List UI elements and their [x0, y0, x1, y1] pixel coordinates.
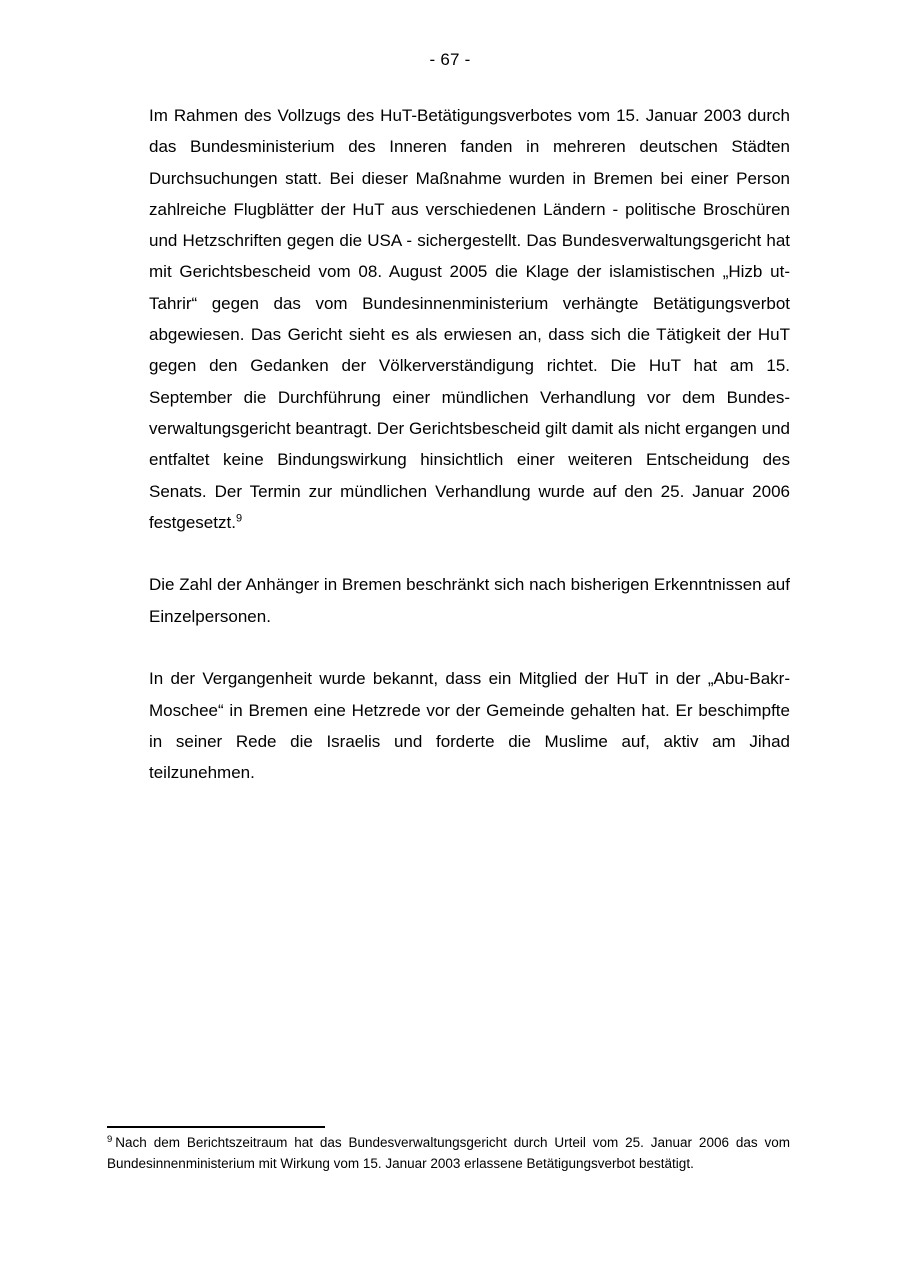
- paragraph-hut-verbot: [149, 100, 790, 538]
- footnote-text: Nach dem Berichtszeitraum hat das Bundesverwaltungsgericht durch Urteil vom 25. Januar 2006 das vom Bundesinnenministerium mit Wirkung vom 15. Januar 2003 erlassene Betätigungsverbot bestätigt.: [107, 1135, 790, 1171]
- footnote-separator-rule: [107, 1126, 325, 1128]
- page-number: - 67 -: [429, 50, 471, 69]
- footnote-9: [107, 1132, 790, 1174]
- paragraph-text: Im Rahmen des Vollzugs des HuT-Betätigungsverbotes vom 15. Januar 2003 durch das Bundesministerium des Inneren fanden in mehreren deutschen Städten Durchsuchungen statt. Bei dieser Maßnahme wurden in Bremen bei einer Person zahlreiche Flugblätter der HuT aus verschiedenen Ländern - politische Broschüren und Hetzschriften gegen die USA - sichergestellt. Das Bundesverwaltungsgericht hat mit Gerichtsbescheid vom 08. August 2005 die Klage der islamistischen „Hizb ut-Tahrir“ gegen das vom Bundesinnenministerium verhängte Betätigungsverbot abgewiesen. Das Gericht sieht es als erwiesen an, dass sich die Tätigkeit der HuT gegen den Gedanken der Völkerverständigung richtet. Die HuT hat am 15. September die Durchführung einer mündlichen Verhandlung vor dem Bundes-verwaltungsgericht beantragt. Der Gerichtsbescheid gilt damit als nicht ergangen und entfaltet keine Bindungswirkung hinsichtlich einer weiteren Entscheidung des Senats. Der Termin zur mündlichen Verhandlung wurde auf den 25. Januar 2006 festgesetzt.: [149, 106, 790, 532]
- footnote-reference-9: 9: [235, 512, 243, 525]
- paragraph-text: In der Vergangenheit wurde bekannt, dass ein Mitglied der HuT in der „Abu-Bakr-Moschee“ in Bremen eine Hetzrede vor der Gemeinde gehalten hat. Er beschimpfte in seiner Rede die Israelis und forderte die Muslime auf, aktiv am Jihad teilzunehmen.: [149, 669, 790, 783]
- paragraph-anhaenger-bremen: [149, 569, 790, 632]
- paragraph-text: Die Zahl der Anhänger in Bremen beschränkt sich nach bisherigen Erkenntnissen auf Einzelpersonen.: [149, 575, 790, 626]
- footnote-marker-9: 9: [107, 1133, 113, 1145]
- footnote-section: [107, 1126, 790, 1174]
- paragraph-abu-bakr-moschee: [149, 663, 790, 788]
- body-text: [149, 100, 790, 789]
